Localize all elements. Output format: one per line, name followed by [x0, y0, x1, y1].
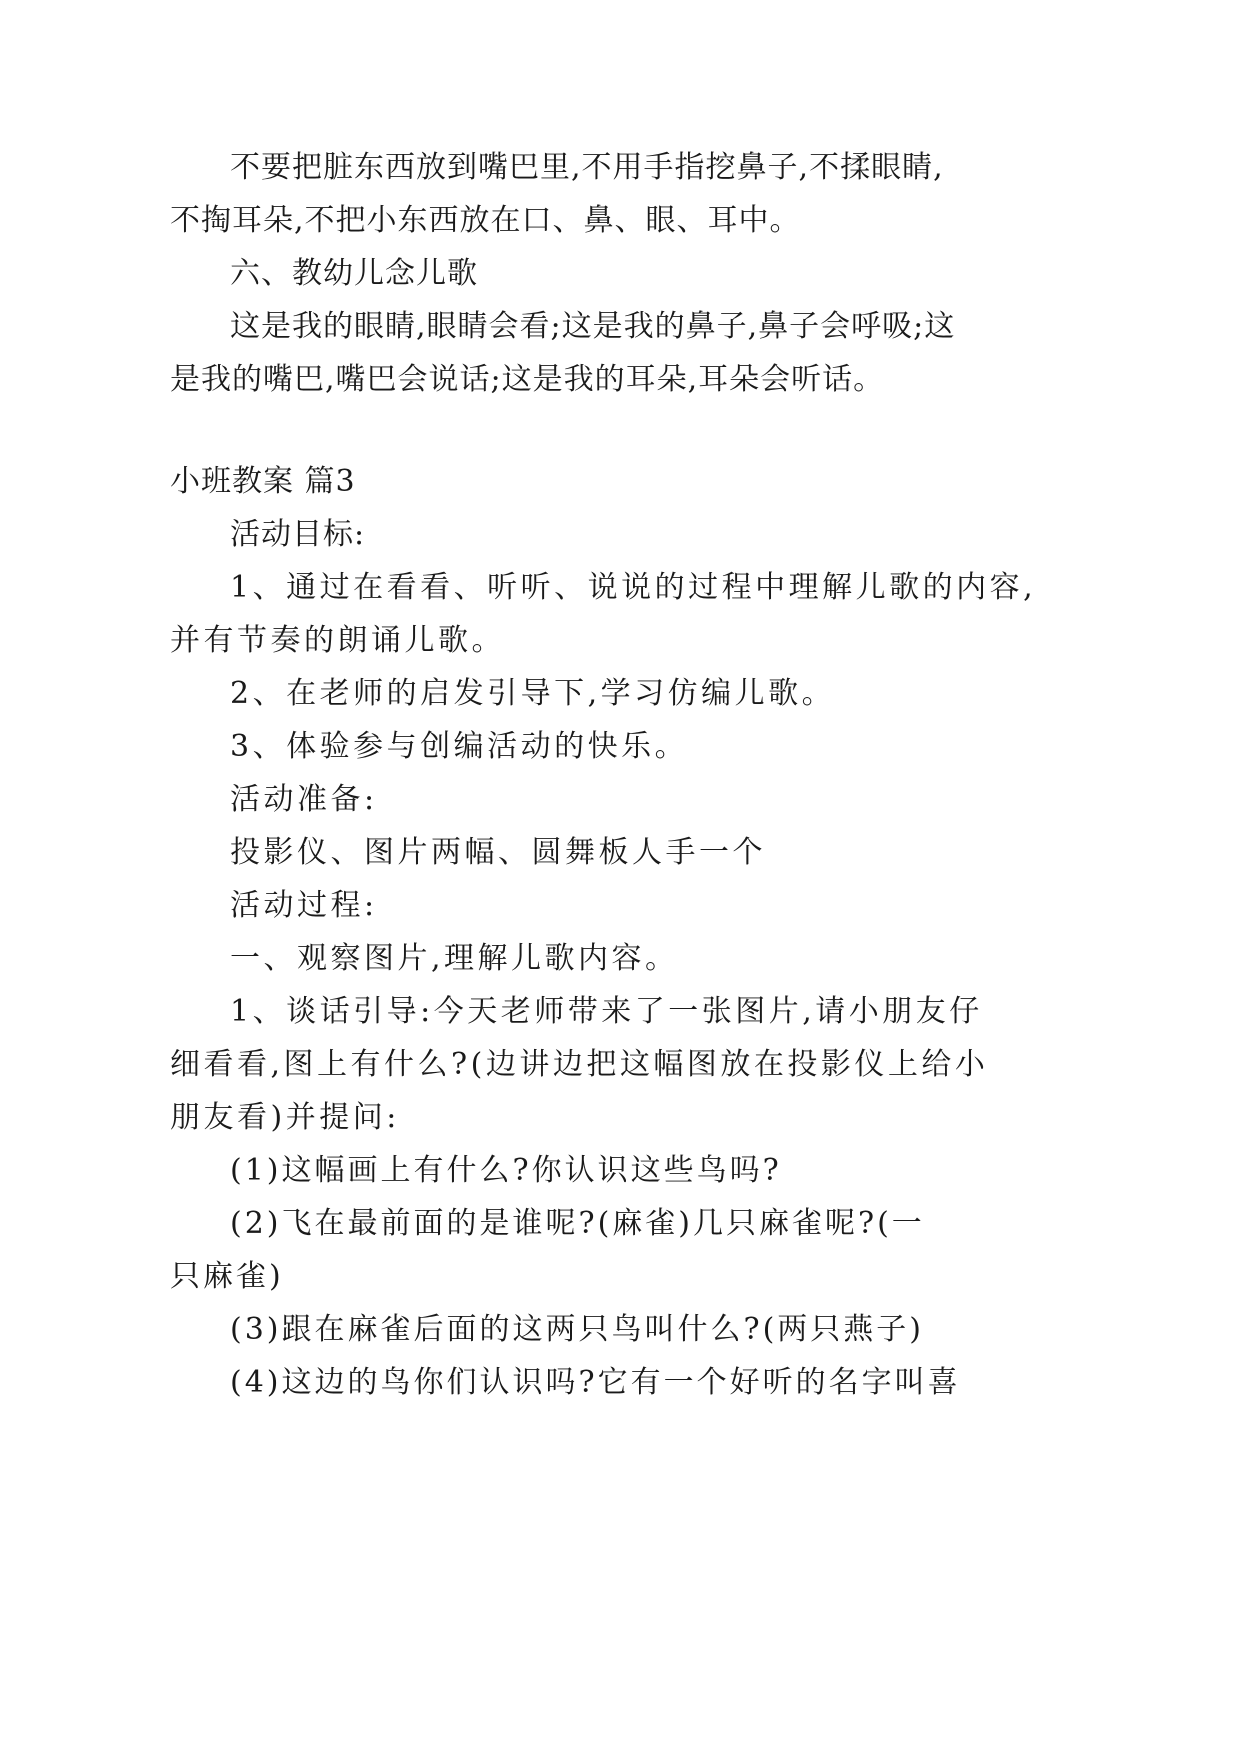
- text-line: 不要把脏东西放到嘴巴里,不用手指挖鼻子,不揉眼睛,: [230, 150, 944, 185]
- section-heading: 六、教幼儿念儿歌: [230, 256, 478, 291]
- list-item: (2)飞在最前面的是谁呢?(麻雀)几只麻雀呢?(一: [230, 1206, 925, 1241]
- section-heading: 活动准备:: [230, 782, 378, 817]
- list-item: (1)这幅画上有什么?你认识这些鸟吗?: [230, 1153, 782, 1188]
- section-heading: 一、观察图片,理解儿歌内容。: [230, 941, 679, 976]
- section-heading: 活动过程:: [230, 888, 378, 923]
- text-line: 这是我的眼睛,眼睛会看;这是我的鼻子,鼻子会呼吸;这: [230, 309, 956, 344]
- text-line: 是我的嘴巴,嘴巴会说话;这是我的耳朵,耳朵会听话。: [170, 362, 885, 397]
- list-item: (4)这边的鸟你们认识吗?它有一个好听的名字叫喜: [230, 1365, 961, 1400]
- text-line: 不掏耳朵,不把小东西放在口、鼻、眼、耳中。: [170, 203, 801, 238]
- list-item: 3、体验参与创编活动的快乐。: [230, 729, 689, 764]
- text-line: 投影仪、图片两幅、圆舞板人手一个: [230, 835, 766, 870]
- text-line: 只麻雀): [170, 1259, 284, 1294]
- chapter-title: 小班教案 篇3: [170, 464, 356, 499]
- section-heading: 活动目标:: [230, 517, 366, 552]
- text-line: 朋友看)并提问:: [170, 1100, 400, 1135]
- text-line: 并有节奏的朗诵儿歌。: [170, 623, 505, 658]
- list-item: 2、在老师的启发引导下,学习仿编儿歌。: [230, 676, 836, 711]
- list-item: 1、通过在看看、听听、说说的过程中理解儿歌的内容,: [230, 570, 1037, 605]
- list-item: (3)跟在麻雀后面的这两只鸟叫什么?(两只燕子): [230, 1312, 924, 1347]
- text-line: 细看看,图上有什么?(边讲边把这幅图放在投影仪上给小: [170, 1047, 989, 1082]
- list-item: 1、谈话引导:今天老师带来了一张图片,请小朋友仔: [230, 994, 983, 1029]
